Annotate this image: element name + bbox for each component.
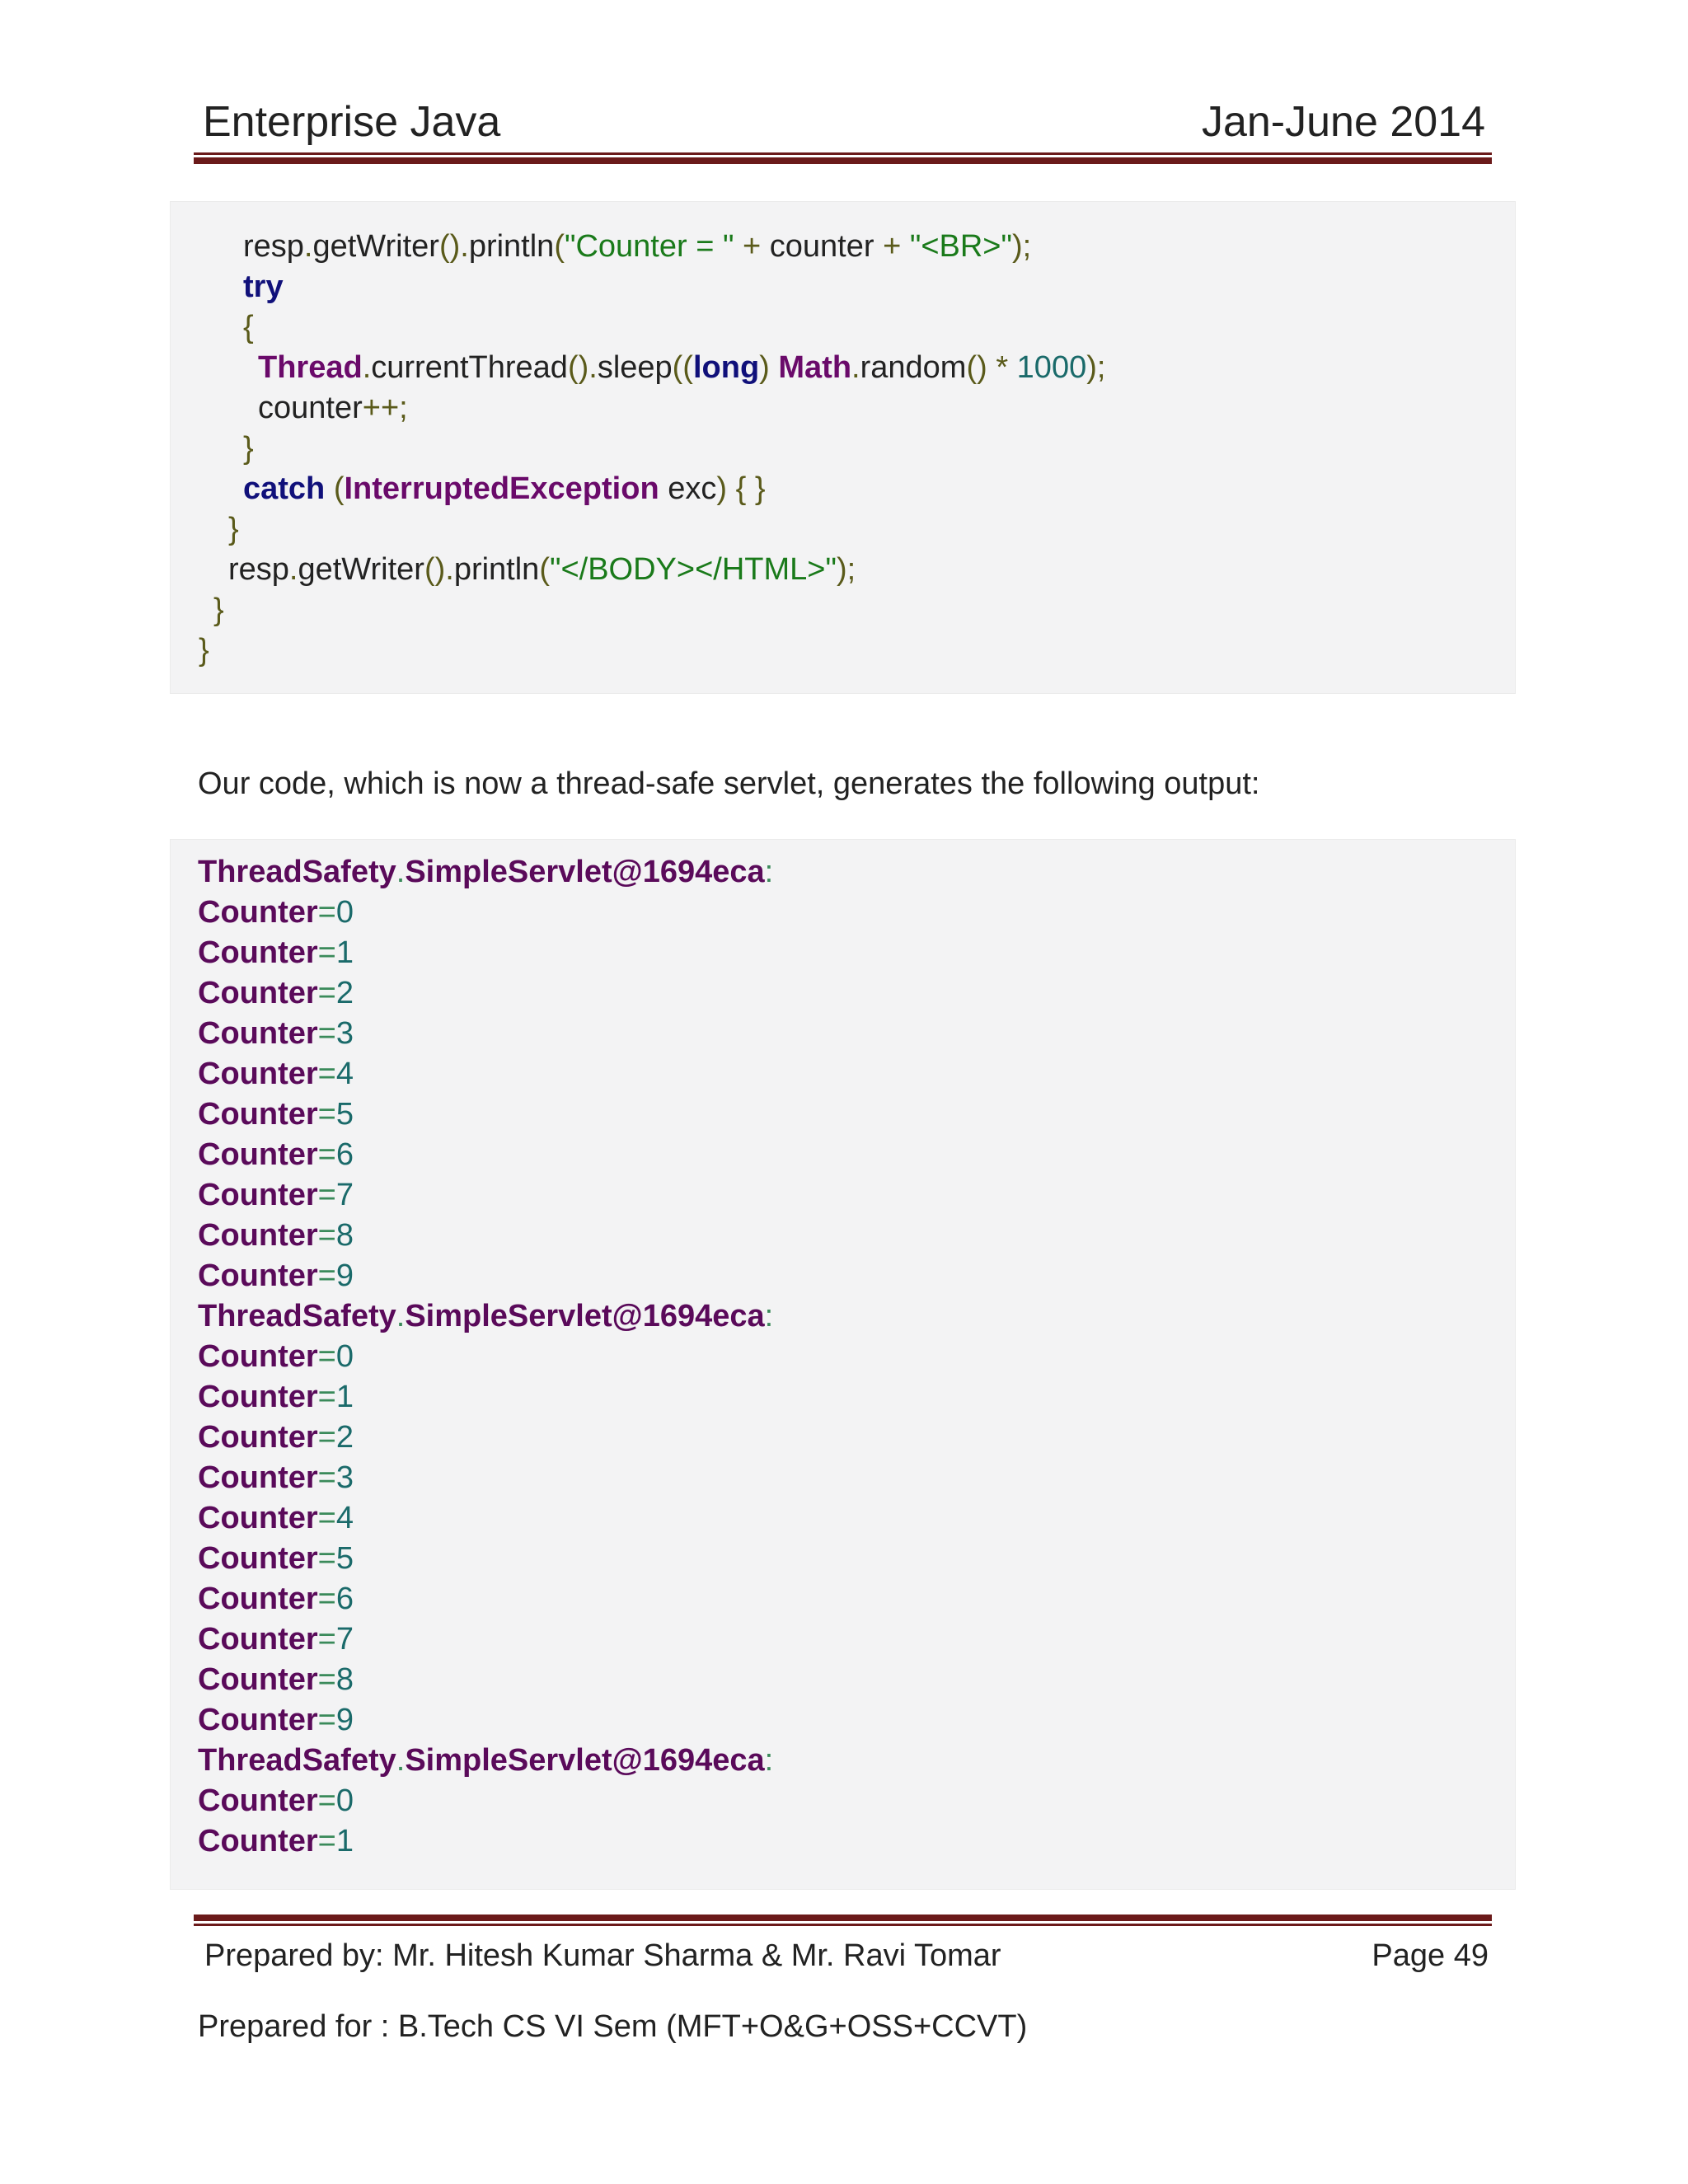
code-token: ++; [362, 391, 408, 425]
output-counter-line [198, 1054, 354, 1094]
output-counter-value: 3 [335, 1016, 354, 1051]
output-counter-value: 4 [335, 1501, 354, 1535]
code-token: () * [966, 350, 1017, 385]
code-line [213, 590, 224, 630]
output-counter-value: 0 [335, 1339, 354, 1374]
code-token: . [288, 552, 298, 587]
output-counter-value: 2 [335, 1420, 354, 1455]
output-counter-value: 8 [335, 1662, 354, 1697]
output-equals: = [317, 1622, 336, 1657]
output-counter-line [198, 1821, 354, 1862]
page-number: Page 49 [1372, 1938, 1489, 1973]
code-token: getWriter [312, 229, 439, 264]
output-dot: . [396, 855, 406, 889]
code-token: Thread [258, 350, 363, 385]
output-equals: = [317, 1420, 336, 1455]
output-counter-value: 5 [335, 1097, 354, 1132]
code-token: . [851, 350, 860, 385]
output-class: SimpleServlet@1694eca [405, 1743, 765, 1778]
output-block [170, 839, 1516, 1890]
output-counter-value: 7 [335, 1622, 354, 1657]
code-token: "</BODY></HTML>" [549, 552, 837, 587]
code-token: catch [243, 471, 326, 506]
output-counter-line [198, 1014, 354, 1054]
code-token: (). [438, 229, 469, 264]
code-token: (). [567, 350, 598, 385]
output-counter-line [198, 1539, 354, 1579]
output-counter-label: Counter [198, 1339, 318, 1374]
output-counter-value: 8 [335, 1218, 354, 1253]
output-equals: = [317, 1339, 336, 1374]
output-counter-label: Counter [198, 1582, 318, 1616]
code-token: ); [1011, 229, 1032, 264]
output-counter-line [198, 933, 354, 973]
code-token: ) { } [716, 471, 766, 506]
code-line [243, 429, 254, 469]
output-equals: = [317, 1460, 336, 1495]
output-class: SimpleServlet@1694eca [405, 855, 765, 889]
output-counter-label: Counter [198, 895, 318, 930]
code-token: currentThread [371, 350, 568, 385]
output-counter-label: Counter [198, 1622, 318, 1657]
output-counter-label: Counter [198, 1501, 318, 1535]
output-counter-label: Counter [198, 1662, 318, 1697]
code-token: ); [836, 552, 856, 587]
output-counter-value: 1 [335, 1824, 354, 1858]
code-token: } [243, 431, 254, 466]
output-counter-line [198, 1418, 354, 1458]
output-servlet-line [198, 1741, 773, 1781]
footer-prepared-by: Prepared by: Mr. Hitesh Kumar Sharma & Mr. Ravi Tomar [204, 1938, 1001, 1973]
output-equals: = [317, 1501, 336, 1535]
output-counter-label: Counter [198, 1824, 318, 1858]
code-token: ); [1086, 350, 1106, 385]
document-title: Enterprise Java [203, 98, 501, 146]
output-counter-value: 6 [335, 1582, 354, 1616]
code-token: ( [554, 229, 565, 264]
code-token: } [228, 512, 239, 546]
code-token: Math [778, 350, 852, 385]
code-token: random [860, 350, 967, 385]
output-package: ThreadSafety [198, 1743, 396, 1778]
output-dot: . [396, 1299, 406, 1333]
code-token: InterruptedException [344, 471, 659, 506]
code-token: (). [424, 552, 454, 587]
output-counter-line [198, 1660, 354, 1700]
output-counter-line [198, 1175, 354, 1216]
output-counter-value: 1 [335, 935, 354, 970]
output-counter-value: 2 [335, 976, 354, 1010]
output-counter-line [198, 1579, 354, 1619]
output-class: SimpleServlet@1694eca [405, 1299, 765, 1333]
output-counter-label: Counter [198, 1016, 318, 1051]
output-colon: : [764, 1299, 774, 1333]
output-counter-value: 6 [335, 1137, 354, 1172]
code-line [199, 630, 209, 671]
output-equals: = [317, 1824, 336, 1858]
code-token: { [243, 310, 254, 344]
code-token: . [303, 229, 313, 264]
output-counter-label: Counter [198, 1218, 318, 1253]
output-counter-line [198, 893, 354, 933]
output-equals: = [317, 1582, 336, 1616]
output-counter-label: Counter [198, 935, 318, 970]
output-package: ThreadSafety [198, 1299, 396, 1333]
code-token: ( [539, 552, 550, 587]
output-counter-label: Counter [198, 1541, 318, 1576]
output-counter-label: Counter [198, 1057, 318, 1091]
output-colon: : [764, 1743, 774, 1778]
code-token: } [213, 593, 224, 627]
output-counter-label: Counter [198, 1420, 318, 1455]
code-line [243, 227, 1031, 267]
code-token: counter [258, 391, 363, 425]
output-counter-line [198, 1256, 354, 1296]
code-token: println [453, 552, 540, 587]
output-counter-value: 9 [335, 1258, 354, 1293]
code-token: . [362, 350, 372, 385]
output-equals: = [317, 1783, 336, 1818]
output-equals: = [317, 1380, 336, 1414]
output-colon: : [764, 855, 774, 889]
output-counter-value: 5 [335, 1541, 354, 1576]
output-counter-label: Counter [198, 1178, 318, 1212]
footer-divider [194, 1915, 1492, 1926]
code-token: } [199, 633, 209, 668]
output-counter-line [198, 1781, 354, 1821]
code-line [243, 267, 284, 307]
code-token: getWriter [298, 552, 424, 587]
code-token: (( [672, 350, 693, 385]
code-token: 1000 [1016, 350, 1087, 385]
output-equals: = [317, 935, 336, 970]
code-token: resp [243, 229, 304, 264]
code-line [228, 509, 239, 550]
output-counter-label: Counter [198, 1460, 318, 1495]
output-counter-label: Counter [198, 1380, 318, 1414]
code-token: sleep [597, 350, 673, 385]
output-counter-line [198, 1458, 354, 1498]
output-counter-label: Counter [198, 1703, 318, 1737]
output-counter-label: Counter [198, 1258, 318, 1293]
body-paragraph: Our code, which is now a thread-safe servlet, generates the following output: [198, 766, 1260, 801]
code-token: println [468, 229, 555, 264]
output-counter-value: 7 [335, 1178, 354, 1212]
output-equals: = [317, 1218, 336, 1253]
output-equals: = [317, 1178, 336, 1212]
code-token: resp [228, 552, 289, 587]
code-token: counter [769, 229, 874, 264]
output-equals: = [317, 1703, 336, 1737]
output-counter-line [198, 1498, 354, 1539]
code-line [258, 348, 1105, 388]
output-counter-line [198, 1377, 354, 1418]
output-equals: = [317, 1097, 336, 1132]
code-token: exc [659, 471, 717, 506]
code-token: + [734, 229, 770, 264]
output-equals: = [317, 976, 336, 1010]
output-counter-label: Counter [198, 1783, 318, 1818]
code-token: "Counter = " [564, 229, 734, 264]
output-equals: = [317, 1541, 336, 1576]
output-counter-line [198, 1337, 354, 1377]
output-counter-line [198, 1700, 354, 1741]
output-counter-line [198, 973, 354, 1014]
output-equals: = [317, 1258, 336, 1293]
code-block [170, 201, 1516, 694]
output-equals: = [317, 1016, 336, 1051]
code-token: long [692, 350, 760, 385]
code-line [228, 550, 856, 590]
output-counter-label: Counter [198, 1137, 318, 1172]
code-token: "<BR>" [909, 229, 1012, 264]
output-counter-label: Counter [198, 976, 318, 1010]
output-servlet-line [198, 1296, 773, 1337]
output-package: ThreadSafety [198, 855, 396, 889]
output-counter-line [198, 1619, 354, 1660]
code-line [258, 388, 408, 429]
output-counter-line [198, 1094, 354, 1135]
output-counter-value: 3 [335, 1460, 354, 1495]
document-date: Jan-June 2014 [1201, 98, 1485, 146]
output-equals: = [317, 1662, 336, 1697]
output-equals: = [317, 1137, 336, 1172]
output-equals: = [317, 895, 336, 930]
code-line [243, 469, 766, 509]
output-counter-line [198, 1216, 354, 1256]
output-equals: = [317, 1057, 336, 1091]
output-dot: . [396, 1743, 406, 1778]
output-servlet-line [198, 852, 773, 893]
output-counter-value: 4 [335, 1057, 354, 1091]
output-counter-label: Counter [198, 1097, 318, 1132]
code-token: + [874, 229, 910, 264]
code-token: ( [325, 471, 345, 506]
output-counter-line [198, 1135, 354, 1175]
output-counter-value: 1 [335, 1380, 354, 1414]
code-token: try [243, 269, 284, 304]
output-counter-value: 0 [335, 895, 354, 930]
code-line [243, 307, 254, 348]
code-token: ) [759, 350, 779, 385]
output-counter-value: 9 [335, 1703, 354, 1737]
output-counter-value: 0 [335, 1783, 354, 1818]
footer-prepared-for: Prepared for : B.Tech CS VI Sem (MFT+O&G+OSS+CCVT) [198, 2009, 1028, 2044]
header-divider [194, 152, 1492, 164]
